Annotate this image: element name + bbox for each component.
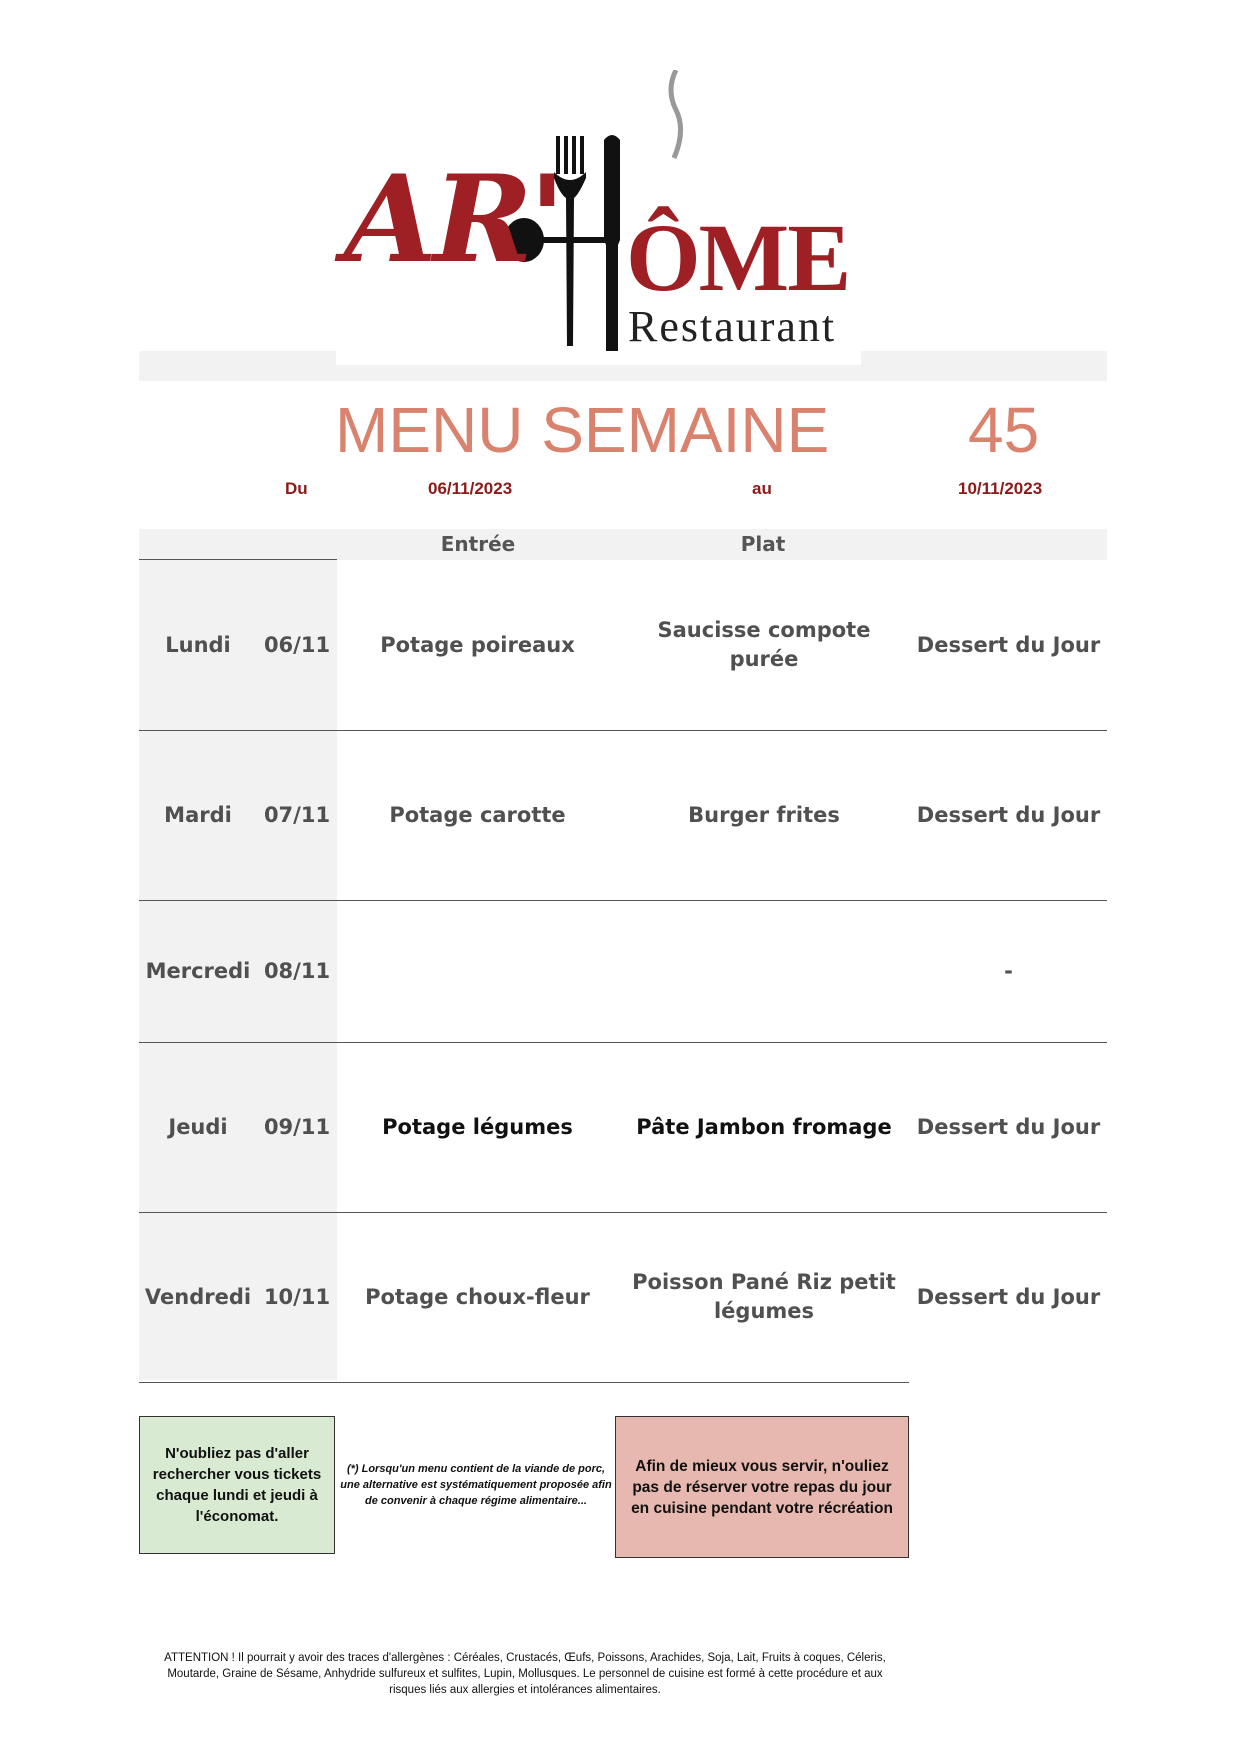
column-plat: Plat [740, 532, 786, 556]
logo-underlap [336, 351, 861, 365]
dessert-item: Dessert du Jour [916, 1285, 1101, 1309]
porc-note [338, 1416, 614, 1554]
logo-ome-text: ÔME [626, 204, 850, 311]
entree-item: Potage poireaux [380, 633, 575, 657]
day-name: Lundi [165, 633, 231, 657]
smoke-decoration [656, 70, 696, 160]
entree-item [340, 900, 615, 1042]
day-date: 10/11 [263, 1285, 331, 1309]
week-number: 45 [968, 394, 1040, 466]
porc-note-text: (*) Lorsqu'un menu contient de la viande de porc, une alternative est systématiquement proposée afin de convenir à chaque régime alimentaire... [340, 1463, 612, 1507]
day-date: 06/11 [263, 633, 331, 657]
date-to-label: au [752, 479, 772, 498]
entree-item: Potage légumes [382, 1115, 573, 1139]
restaurant-logo [336, 70, 861, 365]
plat-item: Poisson Pané Riz petit légumes [632, 1270, 896, 1323]
day-name: Vendredi [144, 1285, 252, 1309]
plat-item: Saucisse compote purée [657, 618, 871, 671]
date-to: 10/11/2023 [958, 479, 1043, 498]
day-name: Mercredi [145, 959, 251, 983]
menu-title: MENU SEMAINE [335, 394, 830, 466]
reservation-note [615, 1416, 909, 1558]
day-date: 07/11 [263, 803, 331, 827]
plat-item [625, 900, 903, 1042]
allergens-warning: ATTENTION ! Il pourrait y avoir des traces d'allergènes : Céréales, Crustacés, Œufs, Poissons, Arachides, Soja, Lait, Fruits à coques, Céleris, Moutarde, Graine de Sésame, Anhydride sulfureux et sulfites, Lupin, Mollusques. Le personnel de cuisine est formé à cette procédure et aux risques liés aux allergies et intolérances alimentaires. [164, 1652, 886, 1696]
tickets-note [139, 1416, 335, 1554]
date-from-label: Du [285, 479, 308, 498]
plat-item: Pâte Jambon fromage [636, 1114, 892, 1139]
dessert-item: Dessert du Jour [916, 633, 1101, 657]
column-entree: Entrée [440, 532, 516, 556]
dessert-item: - [1004, 959, 1013, 983]
entree-item: Potage choux-fleur [365, 1285, 590, 1309]
day-date: 08/11 [263, 959, 331, 983]
logo-restaurant-text: Restaurant [628, 302, 837, 351]
reservation-note-text: Afin de mieux vous servir, n'ouliez pas de réserver votre repas du jour en cuisine pendant votre récréation [631, 1457, 893, 1517]
dessert-item: Dessert du Jour [916, 1115, 1101, 1139]
day-date: 09/11 [263, 1115, 331, 1139]
date-from: 06/11/2023 [428, 479, 513, 498]
day-name: Mardi [164, 803, 232, 827]
row-divider [139, 1382, 909, 1383]
entree-item: Potage carotte [389, 803, 566, 827]
day-name: Jeudi [168, 1115, 228, 1139]
plat-item: Burger frites [688, 802, 840, 827]
logo-ar-text: AR' [344, 149, 562, 290]
tickets-note-text: N'oubliez pas d'aller rechercher vous tickets chaque lundi et jeudi à l'économat. [152, 1445, 322, 1525]
dessert-item: Dessert du Jour [916, 803, 1101, 827]
